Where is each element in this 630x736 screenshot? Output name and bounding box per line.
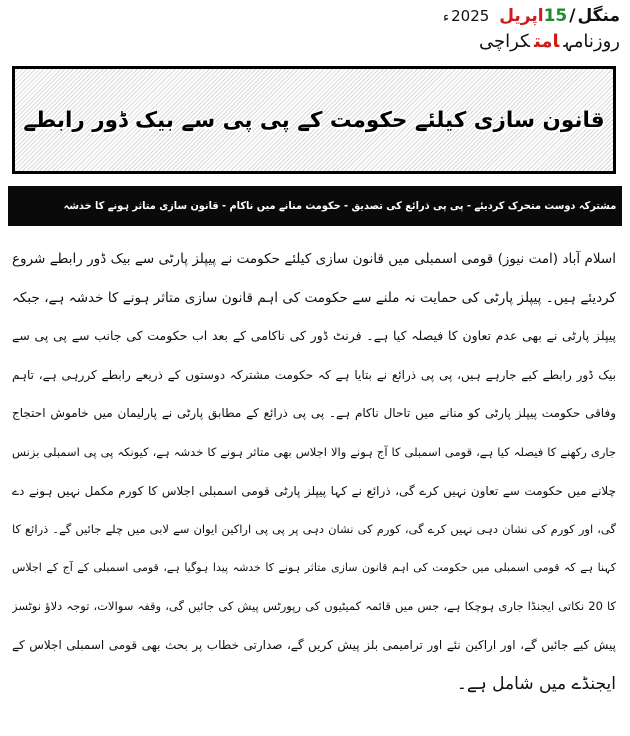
date-line [380,4,620,30]
body-line: ایجنڈے میں شامل ہے۔ [456,673,616,694]
date-month: اپریل [499,6,544,26]
body-line: پیپلز پارٹی نے بھی عدم تعاون کا فیصلہ کیا ہے۔ فرنٹ ڈور کی ناکامی کے بعد اب حکومت کی جانب سے پی پی سے [12,328,616,344]
body-line: پیش کیے جائیں گے، اور اراکین نئے اور ترامیمی بلز پیش کریں گے، صدارتی خطاب پر بحث بھی قومی اسمبلی اجلاس کے [12,637,616,652]
body-line: کردیئے ہیں۔ پیپلز پارٹی کی حمایت نہ ملنے سے حکومت کی اہم قانون سازی متاثر ہونے کا خدشہ ہے، جبکہ [12,289,616,306]
paper-city: کراچی [478,31,530,52]
headline: قانون سازی کیلئے حکومت کے پی پی سے بیک ڈور رابطے [23,107,605,133]
body-line: کا 20 نکاتی ایجنڈا جاری ہوچکا ہے، جس میں قائمہ کمیٹیوں کی رپورٹس پیش کی جائیں گی، وقفہ سوالات، توجہ دلاؤ نوٹسز [12,599,616,614]
body-line: چلانے میں حکومت سے تعاون نہیں کرے گی، ذرائع نے کہا پیپلز پارٹی قومی اسمبلی اجلاس کا کورم مکمل نہیں ہونے دے [12,483,616,498]
masthead [380,4,620,54]
body-line: کہنا ہے کہ قومی اسمبلی میں حکومت کی اہم قانون سازی متاثر ہونے کا خدشہ پیدا ہوگیا ہے، قومی اسمبلی کے آج کے اجلاس [12,560,616,574]
headline-box [12,66,616,174]
paper-prefix: روزنامہ [563,31,620,52]
body-line: گی، اور کورم کی نشان دہی نہیں کرے گی، کورم کی نشان دہی پر پی پی اراکین ایوان سے لابی میں چلے جائیں گے۔ ذرائع کا [12,522,616,537]
date-day: 15 [543,6,568,26]
subheadline: مشترکہ دوست متحرک کردیئے - پی پی ذرائع کی تصدیق - حکومت منانے میں ناکام - قانون سازی متاثر ہونے کا خدشہ [63,200,616,212]
newspaper-name [380,30,620,54]
body-line: جاری رکھنے کا فیصلہ کیا ہے، قومی اسمبلی کا آج ہونے والا اجلاس بھی متاثر ہونے کا خدشہ ہے، کیونکہ پی پی اسمبلی بزنس [12,444,616,459]
weekday: منگل [577,6,620,26]
date-era: ء [443,10,450,25]
date-year: 2025 [451,7,490,25]
paper-brand: امت [533,31,560,52]
body-line: اسلام آباد (امت نیوز) قومی اسمبلی میں قانون سازی کیلئے حکومت نے پیپلز پارٹی سے بیک ڈور رابطے شروع [12,251,616,267]
article-body [12,240,616,703]
date-separator: / [569,6,576,26]
body-line: وفاقی حکومت پیپلز پارٹی کو منانے میں تاحال ناکام ہے۔ پی پی ذرائع کے مطابق پارٹی نے پارلیمان میں خاموش احتجاج [12,406,616,421]
subheadline-bar [8,186,622,226]
body-line: بیک ڈور رابطے کیے جارہے ہیں، پی پی ذرائع نے بتایا ہے کہ حکومت مشترکہ دوستوں کے ذریعے رابطے کررہی ہے، تاہم [12,367,616,382]
